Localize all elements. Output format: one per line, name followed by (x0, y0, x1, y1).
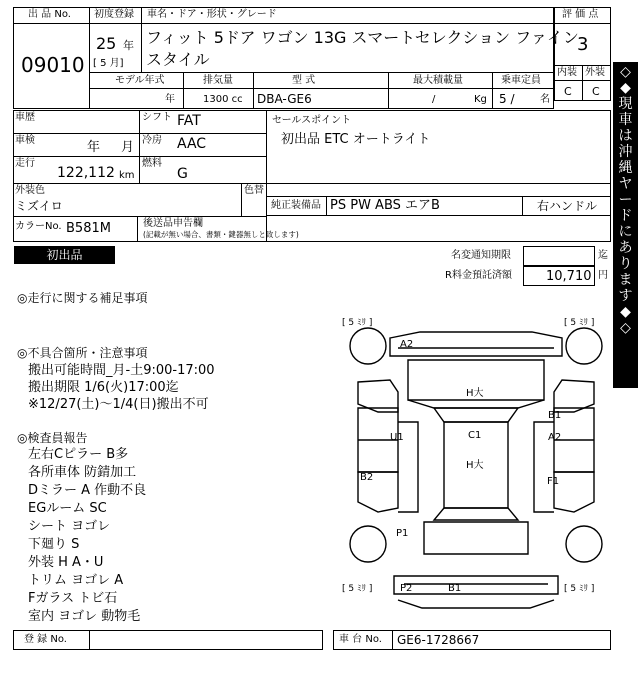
side-banner-char: り (618, 256, 633, 272)
defect-line: 搬出期限 1/6(火)17:00迄 (28, 380, 179, 395)
car-name-line2: スタイル (146, 50, 210, 69)
capacity-label: 乗車定員 (501, 75, 541, 86)
color-change-label: 色替 (244, 185, 264, 196)
first-reg-label: 初度登録 (94, 9, 134, 20)
mileage-unit: km (119, 170, 135, 181)
side-banner-char: は (618, 128, 633, 144)
side-banner-char: す (618, 288, 633, 304)
inspector-line: 左右Cピラー B多 (28, 447, 129, 462)
inspector-line: 室内 ヨゴレ 動物毛 (28, 609, 141, 624)
chassis-no: GE6-1728667 (397, 633, 480, 647)
side-banner-char: ◆ (620, 80, 631, 96)
rear-window (434, 508, 518, 520)
side-banner-char: 現 (618, 96, 633, 112)
side-banner-char: 縄 (618, 160, 633, 176)
defects-title: ◎不具合箇所・注意事項 (17, 346, 148, 360)
defect-line: 搬出可能時間_月-土9:00-17:00 (28, 363, 215, 378)
mark-roof2: H大 (466, 460, 484, 471)
model-code-label: 型 式 (292, 75, 316, 86)
recycle-value: 10,710 (546, 269, 592, 284)
grade-label: 評 価 点 (562, 9, 599, 20)
side-banner-char: 沖 (618, 144, 633, 160)
exterior-label: 外装 (585, 67, 605, 78)
side-banner-char: あ (618, 240, 633, 256)
sale-point-label: セールスポイント (272, 115, 352, 126)
mark-hood: H大 (466, 388, 484, 399)
side-banner-char: ヤ (618, 176, 633, 192)
mark-left-rear: B2 (360, 472, 374, 483)
inspector-line: EGルーム SC (28, 501, 107, 516)
rear-right-wheel (566, 526, 602, 562)
mileage: 122,112 (57, 165, 115, 181)
chassis-label: 車 台 No. (339, 634, 382, 645)
side-banner-char: 車 (618, 112, 633, 128)
reg-year-unit: 年 (123, 39, 134, 52)
mark-rear-bumper-left: P2 (400, 583, 413, 594)
tailgate (424, 522, 528, 554)
mark-rear-bumper-right: B1 (448, 583, 462, 594)
fuel-label: 燃料 (142, 158, 162, 169)
tire-label-rl: [ 5 ﾐﾘ ] (342, 584, 373, 594)
ac-label: 冷房 (142, 135, 162, 146)
left-front-fender (358, 380, 398, 412)
equipment-label: 純正装備品 (271, 200, 321, 211)
inspector-line: トリム ヨゴレ A (28, 573, 124, 588)
mark-front-bumper: A2 (400, 339, 414, 350)
history-label: 車歴 (15, 112, 35, 123)
windshield (434, 408, 518, 422)
mileage-label: 走行 (15, 158, 35, 169)
max-load-label: 最大積載量 (413, 75, 463, 86)
first-listing-badge: 初出品 (14, 246, 115, 264)
defect-line: ※12/27(土)～1/4(日)搬出不可 (28, 397, 209, 412)
color-no-label: カラーNo. (15, 221, 62, 232)
model-year-label: モデル年式 (115, 75, 165, 86)
reg-month: [ 5 月] (93, 58, 124, 69)
name-change-unit: 迄 (598, 250, 608, 261)
side-banner-char: ド (618, 208, 633, 224)
sale-point: 初出品 ETC オートライト (281, 132, 431, 147)
ac: AAC (177, 136, 207, 152)
side-banner-text (613, 64, 638, 336)
inspector-line: 各所車体 防錆加工 (28, 465, 137, 480)
side-banner-char: に (618, 224, 633, 240)
post-doc-note: (記載が無い場合、書類・鍵器無しと致します) (143, 230, 299, 239)
mark-left-rear-wheel: P1 (396, 528, 409, 539)
exterior-grade: C (592, 85, 600, 98)
inspector-line: 外装 H A・U (28, 555, 104, 570)
car-name-label: 車名・ドア・形状・グレード (147, 9, 277, 20)
supplement-title: ◎走行に関する補足事項 (17, 291, 148, 305)
model-code: DBA-GE6 (257, 92, 312, 106)
side-banner-char: ◆ (620, 304, 631, 320)
name-change-label: 名変通知期限 (451, 250, 511, 261)
displacement: 1300 cc (203, 94, 243, 105)
grade-value: 3 (577, 34, 589, 55)
side-banner-char: ま (618, 272, 633, 288)
interior-label: 内装 (557, 67, 577, 78)
recycle-unit: 円 (598, 270, 608, 281)
rear-bumper (394, 576, 558, 594)
capacity: 5 / (499, 92, 515, 106)
model-year-unit: 年 (165, 94, 175, 105)
reg-year: 25 (96, 34, 117, 53)
fuel: G (177, 166, 188, 182)
capacity-unit: 名 (540, 94, 550, 105)
mark-roof: C1 (468, 430, 482, 441)
side-banner-char: ◇ (620, 320, 631, 336)
name-change-box (523, 246, 595, 266)
inspection-month: 月 (121, 140, 135, 155)
side-banner-char: ー (618, 192, 633, 208)
mark-right-fender: A2 (548, 432, 562, 443)
front-bumper (390, 332, 562, 356)
inspector-title: ◎検査員報告 (17, 431, 88, 445)
inspector-line: Fガラス トビ石 (28, 591, 118, 606)
max-load-slash: / (432, 94, 436, 105)
inspector-line: シート ヨゴレ (28, 519, 111, 534)
car-name-line1: フィット 5ドア ワゴン 13G スマートセレクション ファイン (146, 28, 579, 47)
front-right-wheel (566, 328, 602, 364)
steering: 右ハンドル (537, 199, 598, 213)
recycle-label: R料金預託済額 (445, 270, 512, 281)
side-banner-char: ◇ (620, 64, 631, 80)
shift: FAT (177, 113, 201, 129)
tire-label-fl: [ 5 ﾐﾘ ] (342, 318, 373, 328)
mark-left-front-door: U1 (390, 432, 404, 443)
displacement-label: 排気量 (203, 75, 233, 86)
post-doc-label: 後送品申告欄 (143, 218, 203, 229)
exterior-color: ミズイロ (15, 199, 63, 213)
inspector-line: Dミラー A 作動不良 (28, 483, 147, 498)
tire-label-fr: [ 5 ﾐﾘ ] (564, 318, 595, 328)
mark-right-fender-upper: B1 (548, 410, 562, 421)
lot-no-label: 出 品 No. (28, 9, 71, 20)
exterior-color-label: 外装色 (15, 185, 45, 196)
interior-grade: C (564, 85, 572, 98)
lot-no: 09010 (21, 53, 85, 77)
shift-label: シフト (142, 112, 172, 123)
equipment: PS PW ABS エアB (330, 198, 440, 213)
front-left-wheel (350, 328, 386, 364)
color-no: B581M (66, 221, 111, 236)
right-rear-quarter (554, 472, 594, 512)
right-front-fender (554, 380, 594, 412)
mark-right-rear: F1 (547, 476, 560, 487)
reg-no-label: 登 録 No. (24, 634, 67, 645)
max-load-unit: Kg (474, 94, 487, 105)
rear-left-wheel (350, 526, 386, 562)
inspector-line: 下廻り S (28, 537, 80, 552)
inspection-year: 年 (87, 140, 101, 155)
side-banner (613, 62, 638, 388)
tire-label-rr: [ 5 ﾐﾘ ] (564, 584, 595, 594)
car-diagram (338, 312, 612, 630)
inspection-label: 車検 (15, 135, 35, 146)
